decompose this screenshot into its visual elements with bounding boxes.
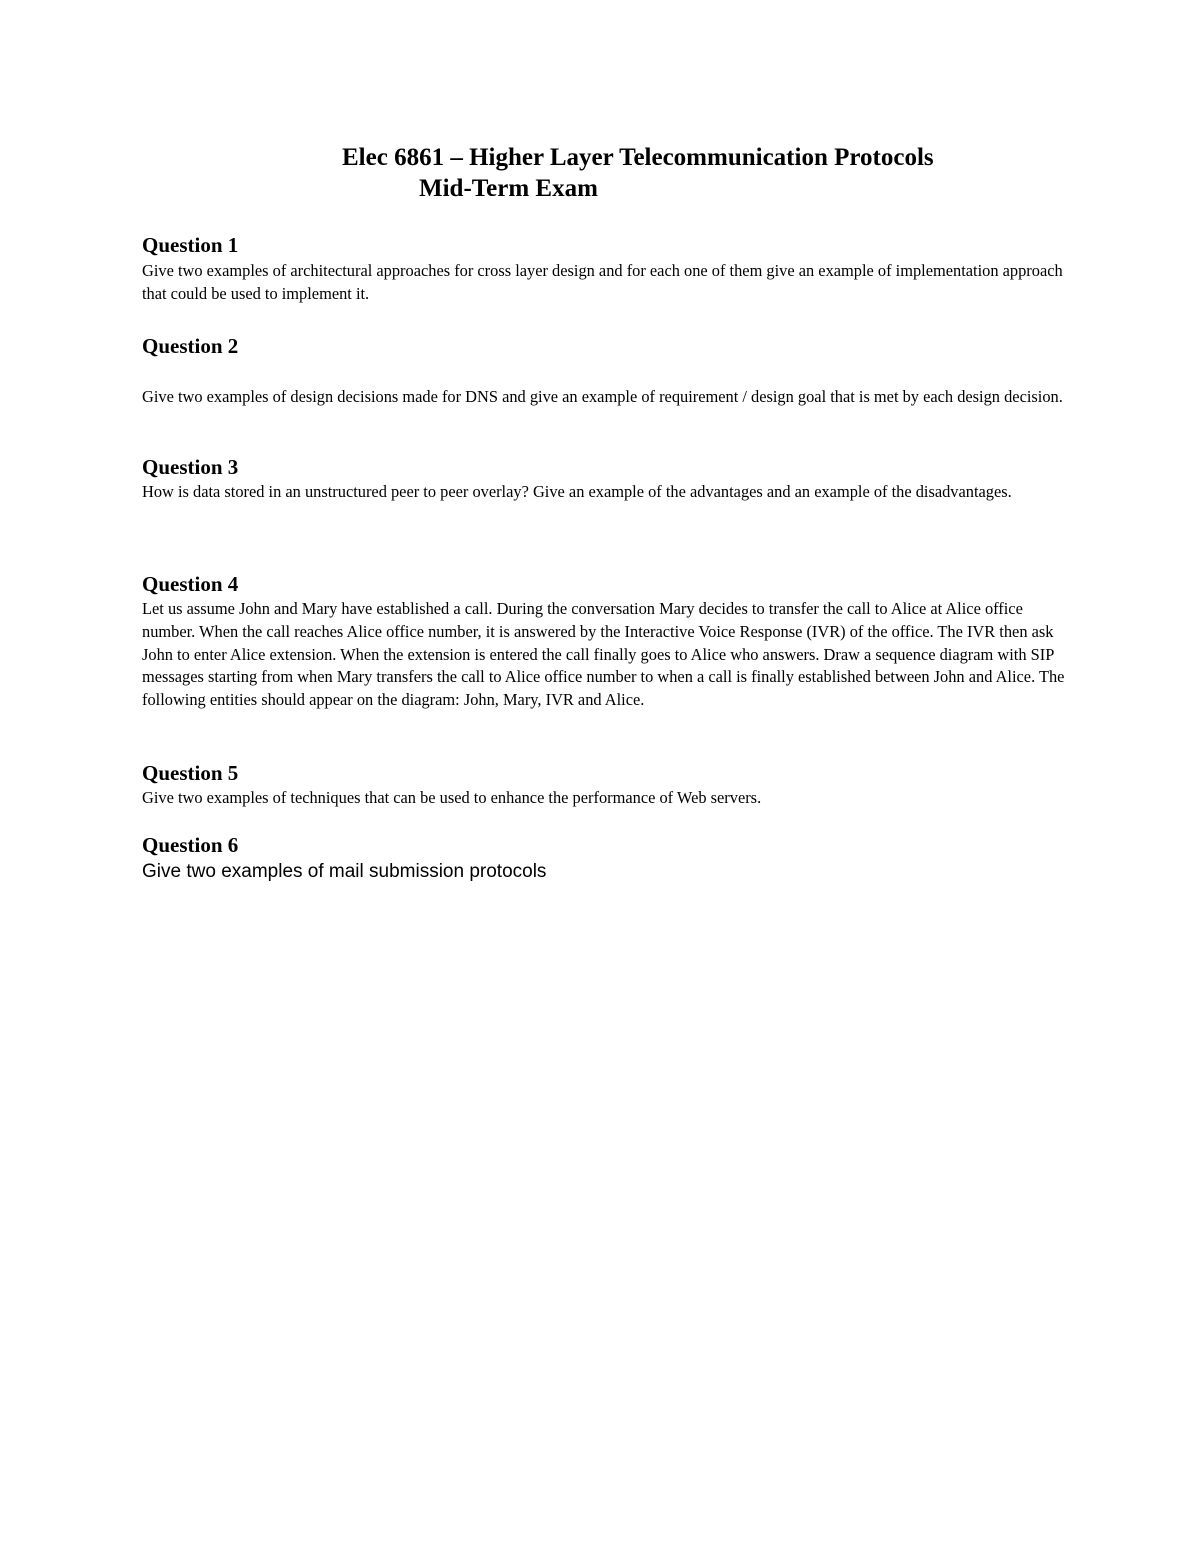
question-4-heading: Question 4 [142, 572, 239, 596]
document-title: Elec 6861 – Higher Layer Telecommunication Protocols [342, 144, 934, 171]
question-3-text: How is data stored in an unstructured peer to peer overlay? Give an example of the advantages and an example of the disadvantages. [142, 482, 1012, 501]
question-6-text: Give two examples of mail submission protocols [142, 861, 547, 882]
question-6-heading: Question 6 [142, 833, 239, 857]
question-5-heading: Question 5 [142, 761, 239, 785]
question-3-heading: Question 3 [142, 455, 239, 479]
question-2-heading: Question 2 [142, 334, 239, 358]
question-1-text: Give two examples of architectural approaches for cross layer design and for each one of them give an example of implementation approach that could be used to implement it. [142, 261, 1063, 303]
question-5-text: Give two examples of techniques that can be used to enhance the performance of Web servers. [142, 788, 762, 807]
question-1-heading: Question 1 [142, 233, 239, 257]
question-4-text: Let us assume John and Mary have established a call. During the conversation Mary decides to transfer the call to Alice at Alice office number. When the call reaches Alice office number, it is answered by the Interactive Voice Response (IVR) of the office. The IVR then ask John to enter Alice extension. When the extension is entered the call finally goes to Alice who answers. Draw a sequence diagram with SIP messages starting from when Mary transfers the call to Alice office number to when a call is finally established between John and Alice. The following entities should appear on the diagram: John, Mary, IVR and Alice. [142, 599, 1065, 710]
document-subtitle: Mid-Term Exam [419, 175, 598, 202]
question-2-text: Give two examples of design decisions made for DNS and give an example of requirement / design goal that is met by each design decision. [142, 387, 1063, 406]
